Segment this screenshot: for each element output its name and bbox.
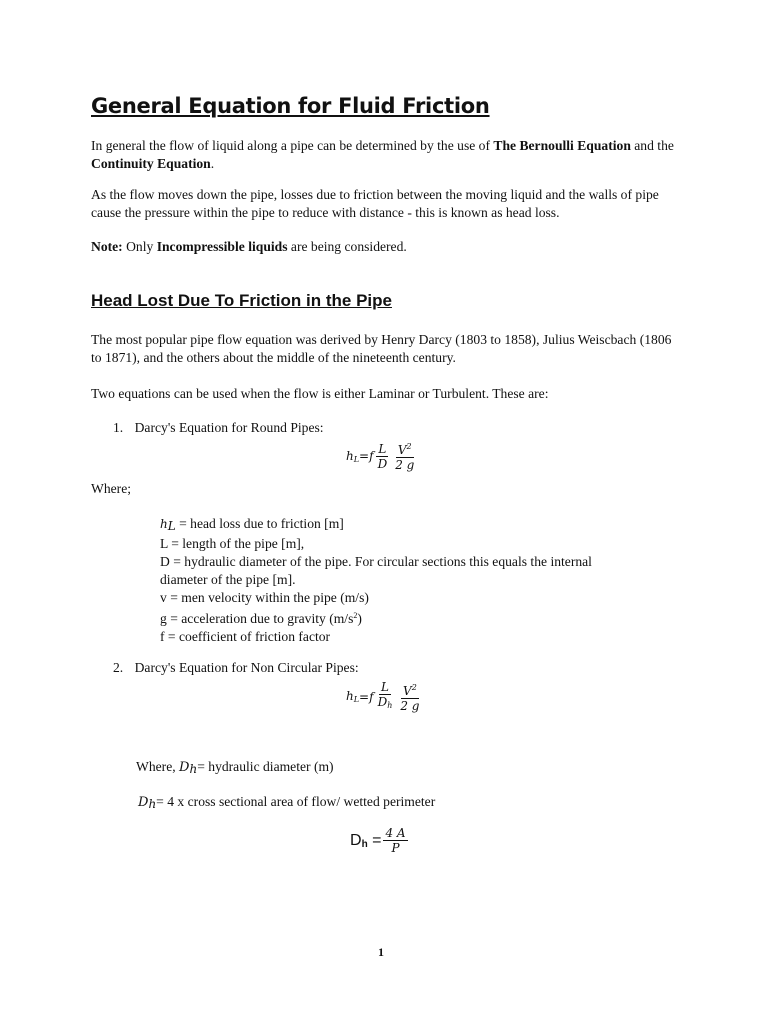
eq-subscript: h [148,797,157,811]
eq-superscript: 2 [353,611,358,620]
list-item-1 [113,419,324,436]
bernoulli-term: The Bernoulli Equation [493,138,631,153]
eq-sign: = [359,689,370,704]
definition-item: D = hydraulic diameter of the pipe. For circular sections this equals the internal [160,554,592,569]
list-text: Darcy's Equation for Round Pipes: [134,420,324,435]
eq-symbol: D [179,760,190,775]
list-text: Darcy's Equation for Non Circular Pipes: [134,660,359,675]
eq-symbol: D [138,795,149,810]
intro-paragraph-2: As the flow moves down the pipe, losses due to friction between the moving liquid and the walls of pipe cause the pressure within the pipe to reduce with distance - this is known as head loss. [91,187,659,220]
eq-sign: = [359,449,370,463]
eq-sign: = [367,831,382,849]
incompressible-term: Incompressible liquids [156,239,288,254]
eq-symbol: D [350,831,362,849]
eq-symbol: h [160,517,168,531]
intro-text: . [210,155,215,171]
numerator [396,440,414,458]
eq-symbol: f [369,449,374,463]
definition-g [160,607,660,628]
numerator: L [378,441,387,456]
definitions-list [160,515,660,646]
page-number: 1 [378,945,384,959]
fraction-v2-over-2g [393,440,416,472]
eq-symbol: f [369,689,374,704]
denominator: 2 g [400,698,420,713]
fraction-v2-over-2g [398,681,421,713]
intro-text: and the [630,138,674,153]
eq-symbol: V [397,443,407,457]
hydraulic-diameter-equation [350,826,410,855]
darcy-equation-round [346,440,418,472]
definition-text: = hydraulic diameter (m) [197,759,334,774]
dh-formula-text [138,793,435,813]
section-heading: Head Lost Due To Friction in the Pipe [91,291,392,310]
dh-symbol [350,832,381,850]
section-paragraph-1: The most popular pipe flow equation was derived by Henry Darcy (1803 to 1858), Julius Weiscbach (1806 to 1871), and the others about the middle of the nineteenth century. [91,332,672,365]
eq-subscript: L [353,695,360,704]
numerator: 4 A [385,826,406,840]
eq-symbol: V [403,683,412,698]
definition-hl [160,515,660,535]
eq-superscript: 2 [406,442,412,451]
page-title: General Equation for Fluid Friction [91,94,490,118]
fraction-l-over-d [376,442,390,471]
numerator [401,681,419,699]
note-text: Only [122,239,157,254]
fraction-4a-over-p [383,826,407,855]
numerator: L [380,680,389,694]
where-dh-line [136,758,334,778]
eq-superscript: 2 [411,682,417,692]
eq-symbol: D [377,695,388,709]
definition-text: ) [357,611,362,626]
list-item-2 [113,659,359,676]
denominator: D [377,456,388,471]
eq-subscript: h [387,701,393,710]
note-label: Note: [91,239,123,254]
darcy-equation-noncircular [346,680,423,713]
definition-item: v = men velocity within the pipe (m/s) [160,590,369,605]
where-label: Where; [91,481,131,496]
list-number: 2. [113,660,124,675]
definition-text: Where, [136,759,180,774]
eq-subscript: L [167,519,176,533]
note-paragraph [91,238,681,256]
eq-symbol: h [346,689,354,703]
list-number: 1. [113,420,124,435]
eq-subscript: h [361,838,368,850]
fraction-l-over-dh [376,680,395,713]
eq-subscript: L [353,454,360,464]
eq-symbol: h [346,448,354,463]
intro-paragraph-1 [91,137,681,172]
denominator: 2 g [395,458,415,472]
definition-f: f = coefficient of friction factor [160,629,331,644]
intro-text: In general the flow of liquid along a pipe can be determined by the use of [91,138,494,153]
denominator [376,695,395,713]
section-paragraph-2: Two equations can be used when the flow is either Laminar or Turbulent. These are: [91,386,549,401]
eq-subscript: h [189,762,198,776]
definition-text: = head loss due to friction [m] [175,516,344,531]
definition-item: L = length of the pipe [m], [160,536,305,551]
denominator: P [391,841,400,855]
definition-item: diameter of the pipe [m]. [160,572,296,587]
definition-text: = 4 x cross sectional area of flow/ wetted perimeter [156,794,436,809]
continuity-term: Continuity Equation [91,155,211,171]
note-text: are being considered. [287,239,407,254]
definition-text: g = acceleration due to gravity (m/s [160,611,354,626]
